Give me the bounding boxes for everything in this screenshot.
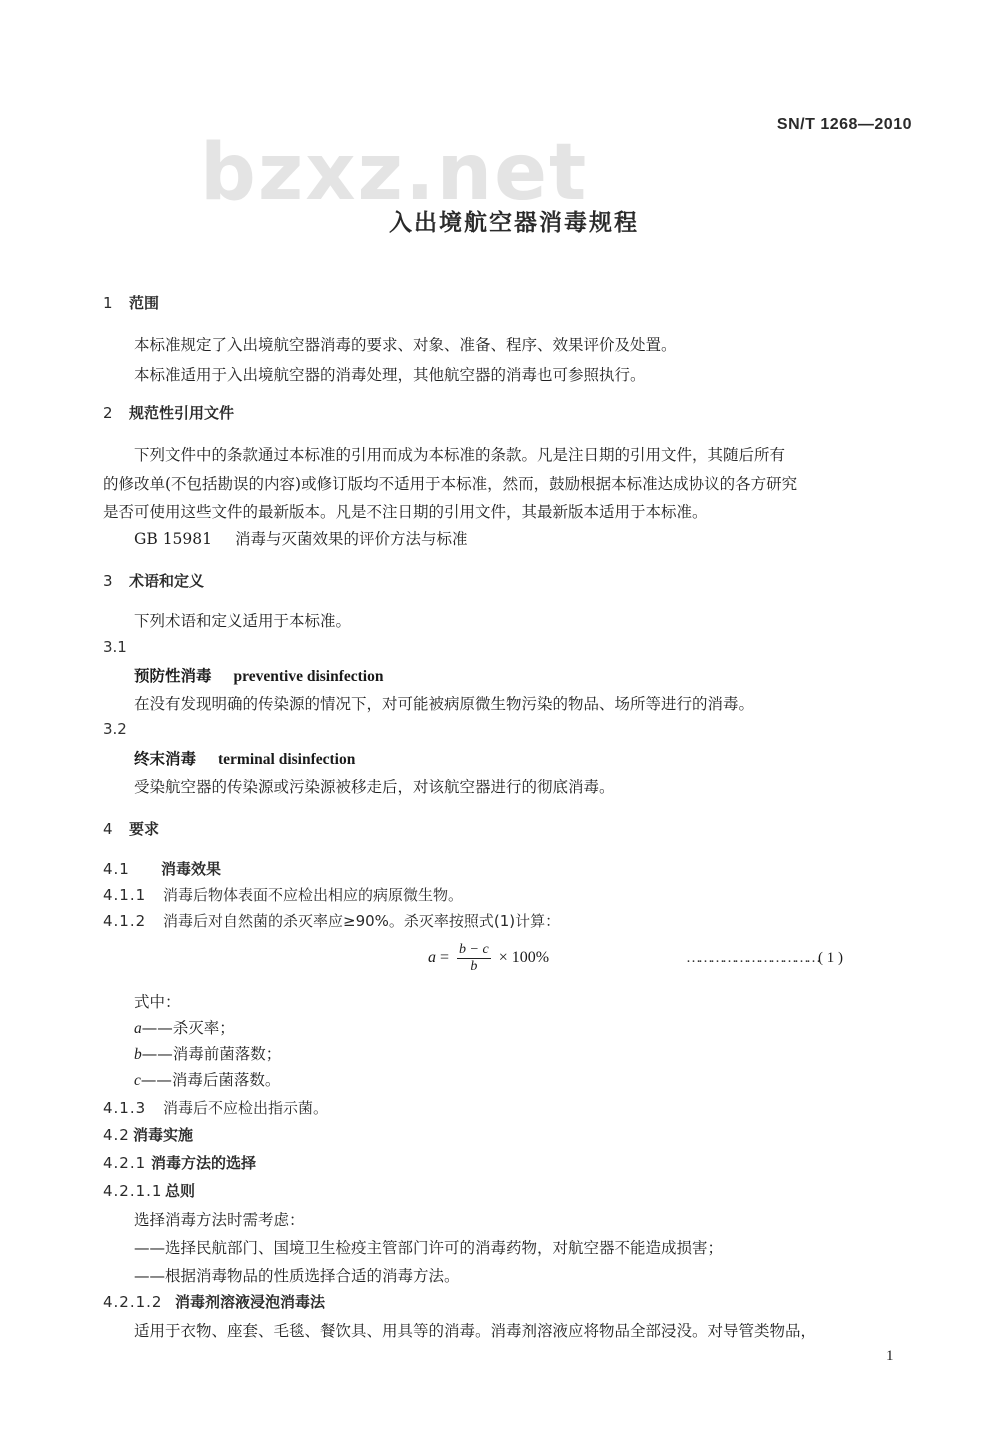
- clause-4-1-1: [103, 884, 463, 905]
- paragraph-line: 的修改单(不包括勘误的内容)或修订版均不适用于本标准，然而，鼓励根据本标准达成协议的各方研究: [103, 475, 798, 493]
- subsection-title: 总则: [165, 1182, 196, 1200]
- clause-number: 4.1.1: [103, 886, 147, 904]
- standard-code: SN/T 1268—2010: [776, 116, 912, 133]
- clause-text: 消毒后不应检出指示菌。: [163, 1099, 329, 1117]
- clause-4-1-2: [103, 910, 560, 931]
- subsection-number: 4.2.1: [103, 1154, 147, 1172]
- bullet-item: ——根据消毒物品的性质选择合适的消毒方法。: [134, 1267, 460, 1285]
- paragraph: 适用于衣物、座套、毛毯、餐饮具、用具等的消毒。消毒剂溶液应将物品全部浸没。对导管类物品，: [134, 1322, 817, 1340]
- clause-text: 消毒后对自然菌的杀灭率应≥90%。杀灭率按照式(1)计算：: [163, 912, 561, 930]
- section-number: 3: [103, 572, 113, 590]
- where-item: [134, 1068, 280, 1090]
- fraction-numerator: b − c: [459, 942, 489, 957]
- term-zh: 终末消毒: [134, 749, 197, 768]
- variable-desc: ——消毒前菌落数；: [141, 1045, 282, 1063]
- subsection-4-2-1-2-heading: [103, 1291, 325, 1312]
- formula-1: [428, 942, 549, 975]
- section-4-heading: [103, 818, 159, 839]
- variable-desc: ——消毒后菌落数。: [140, 1071, 281, 1089]
- reference-code: GB 15981: [134, 530, 213, 548]
- formula-multiplier: × 100%: [498, 949, 550, 967]
- term-number: 3.2: [103, 720, 127, 738]
- formula-equals: =: [440, 949, 450, 967]
- subsection-4-2-heading: [103, 1124, 193, 1145]
- paragraph-line: 是否可使用这些文件的最新版本。凡是不注日期的引用文件，其最新版本适用于本标准。: [103, 503, 708, 521]
- subsection-number: 4.2.1.2: [103, 1293, 163, 1311]
- clause-4-1-3: [103, 1097, 328, 1118]
- subsection-4-2-1-heading: [103, 1152, 256, 1173]
- where-label: 式中：: [134, 993, 181, 1011]
- paragraph: 下列术语和定义适用于本标准。: [134, 612, 352, 630]
- bullet-item: ——选择民航部门、国境卫生检疫主管部门许可的消毒药物，对航空器不能造成损害；: [134, 1239, 724, 1257]
- term-definition: 在没有发现明确的传染源的情况下，对可能被病原微生物污染的物品、场所等进行的消毒。: [134, 695, 755, 713]
- section-3-heading: [103, 570, 204, 591]
- paragraph: 选择消毒方法时需考虑：: [134, 1211, 305, 1229]
- where-item: [134, 1016, 235, 1038]
- subsection-title: 消毒剂溶液浸泡消毒法: [175, 1293, 326, 1311]
- section-number: 1: [103, 294, 113, 312]
- term-en: preventive disinfection: [233, 668, 384, 685]
- variable: a: [134, 1020, 142, 1037]
- clause-text: 消毒后物体表面不应检出相应的病原微生物。: [163, 886, 464, 904]
- normative-reference: [134, 527, 467, 549]
- clause-number: 4.1.3: [103, 1099, 147, 1117]
- term-definition: 受染航空器的传染源或污染源被移走后，对该航空器进行的彻底消毒。: [134, 778, 615, 796]
- term-heading: [134, 664, 383, 686]
- section-title: 要求: [129, 820, 160, 838]
- subsection-number: 4.1: [103, 860, 130, 878]
- paragraph-line: 下列文件中的条款通过本标准的引用而成为本标准的条款。凡是注日期的引用文件，其随后所有: [134, 446, 786, 464]
- section-title: 术语和定义: [129, 572, 205, 590]
- section-number: 2: [103, 404, 113, 422]
- where-item: [134, 1042, 281, 1064]
- variable-desc: ——杀灭率；: [141, 1019, 235, 1037]
- subsection-4-1-heading: [103, 858, 221, 879]
- reference-title: 消毒与灭菌效果的评价方法与标准: [234, 530, 468, 548]
- subsection-title: 消毒方法的选择: [151, 1154, 257, 1172]
- section-number: 4: [103, 820, 113, 838]
- formula-lhs: a: [428, 949, 436, 967]
- term-number: 3.1: [103, 638, 127, 656]
- dot-leader: ……………………………: [686, 950, 818, 966]
- variable: c: [134, 1072, 141, 1089]
- term-zh: 预防性消毒: [134, 666, 212, 685]
- variable: b: [134, 1046, 142, 1063]
- subsection-title: 消毒实施: [133, 1126, 194, 1144]
- equation-label: [686, 950, 843, 967]
- clause-number: 4.1.2: [103, 912, 147, 930]
- term-heading: [134, 747, 355, 769]
- section-title: 范围: [129, 294, 160, 312]
- section-1-heading: [103, 292, 159, 313]
- fraction-denominator: b: [470, 959, 478, 974]
- watermark: bzxz.net: [200, 128, 589, 218]
- subsection-number: 4.2.1.1: [103, 1182, 163, 1200]
- equation-number: ( 1 ): [818, 950, 843, 966]
- term-en: terminal disinfection: [218, 751, 356, 768]
- paragraph: 本标准规定了入出境航空器消毒的要求、对象、准备、程序、效果评价及处置。: [134, 336, 677, 354]
- page-number: 1: [886, 1348, 894, 1364]
- subsection-title: 消毒效果: [161, 860, 222, 878]
- section-title: 规范性引用文件: [129, 404, 235, 422]
- subsection-number: 4.2: [103, 1126, 130, 1144]
- document-title: 入出境航空器消毒规程: [389, 210, 639, 236]
- formula-fraction: [457, 942, 491, 975]
- paragraph: 本标准适用于入出境航空器的消毒处理，其他航空器的消毒也可参照执行。: [134, 366, 646, 384]
- subsection-4-2-1-1-heading: [103, 1180, 195, 1201]
- section-2-heading: [103, 402, 234, 423]
